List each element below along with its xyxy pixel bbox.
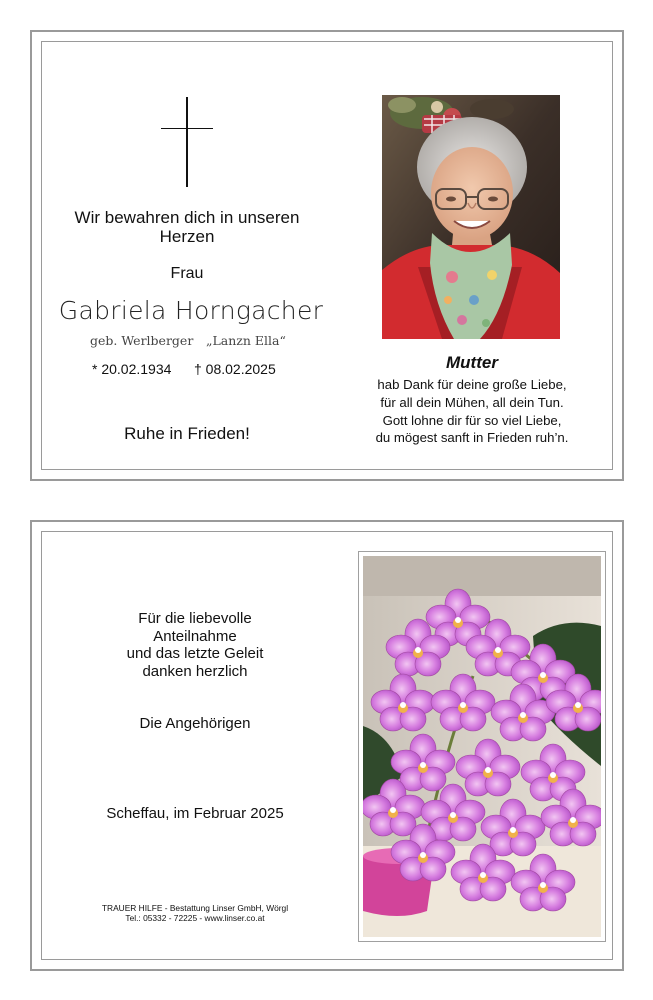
motto-text: Wir bewahren dich in unseren Herzen <box>74 208 300 246</box>
portrait-photo <box>382 95 560 339</box>
footer-line: TRAUER HILFE - Bestattung Linser GmbH, Wörgl <box>101 903 289 913</box>
thanks-line: und das letzte Geleit <box>126 645 264 662</box>
poem-line: für all dein Mühen, all dein Tun. <box>380 394 564 410</box>
nickname: „Lanzn Ella“ <box>206 333 286 348</box>
poem <box>337 376 607 447</box>
title-text: Frau <box>170 265 204 282</box>
thanks-line: danken herzlich <box>142 662 248 680</box>
footer-line: Tel.: 05332 - 72225 - www.linser.co.at <box>125 913 265 923</box>
birth-name: geb. Werlberger <box>90 333 194 348</box>
funeral-home-footer <box>75 903 315 923</box>
poem-line: hab Dank für deine große Liebe, <box>377 377 567 392</box>
relation-heading: Mutter <box>446 353 498 372</box>
relatives-text: Die Angehörigen <box>139 715 251 732</box>
death-date: † 08.02.2025 <box>194 361 276 377</box>
orchid-photo <box>363 556 601 937</box>
thanks-line: Anteilnahme <box>153 627 237 645</box>
memorial-card-front <box>30 30 624 481</box>
closing-text: Ruhe in Frieden! <box>124 424 250 443</box>
memorial-card-back <box>30 520 624 971</box>
thanks-text <box>75 610 315 680</box>
poem-line: Gott lohne dir für so viel Liebe, <box>382 412 562 428</box>
birth-date: * 20.02.1934 <box>92 361 172 377</box>
deceased-name: Gabriela Horngacher <box>58 296 324 325</box>
thanks-line: Für die liebevolle <box>138 610 252 627</box>
place-date-text: Scheffau, im Februar 2025 <box>106 805 284 822</box>
poem-line: du mögest sanft in Frieden ruh’n. <box>375 430 569 446</box>
